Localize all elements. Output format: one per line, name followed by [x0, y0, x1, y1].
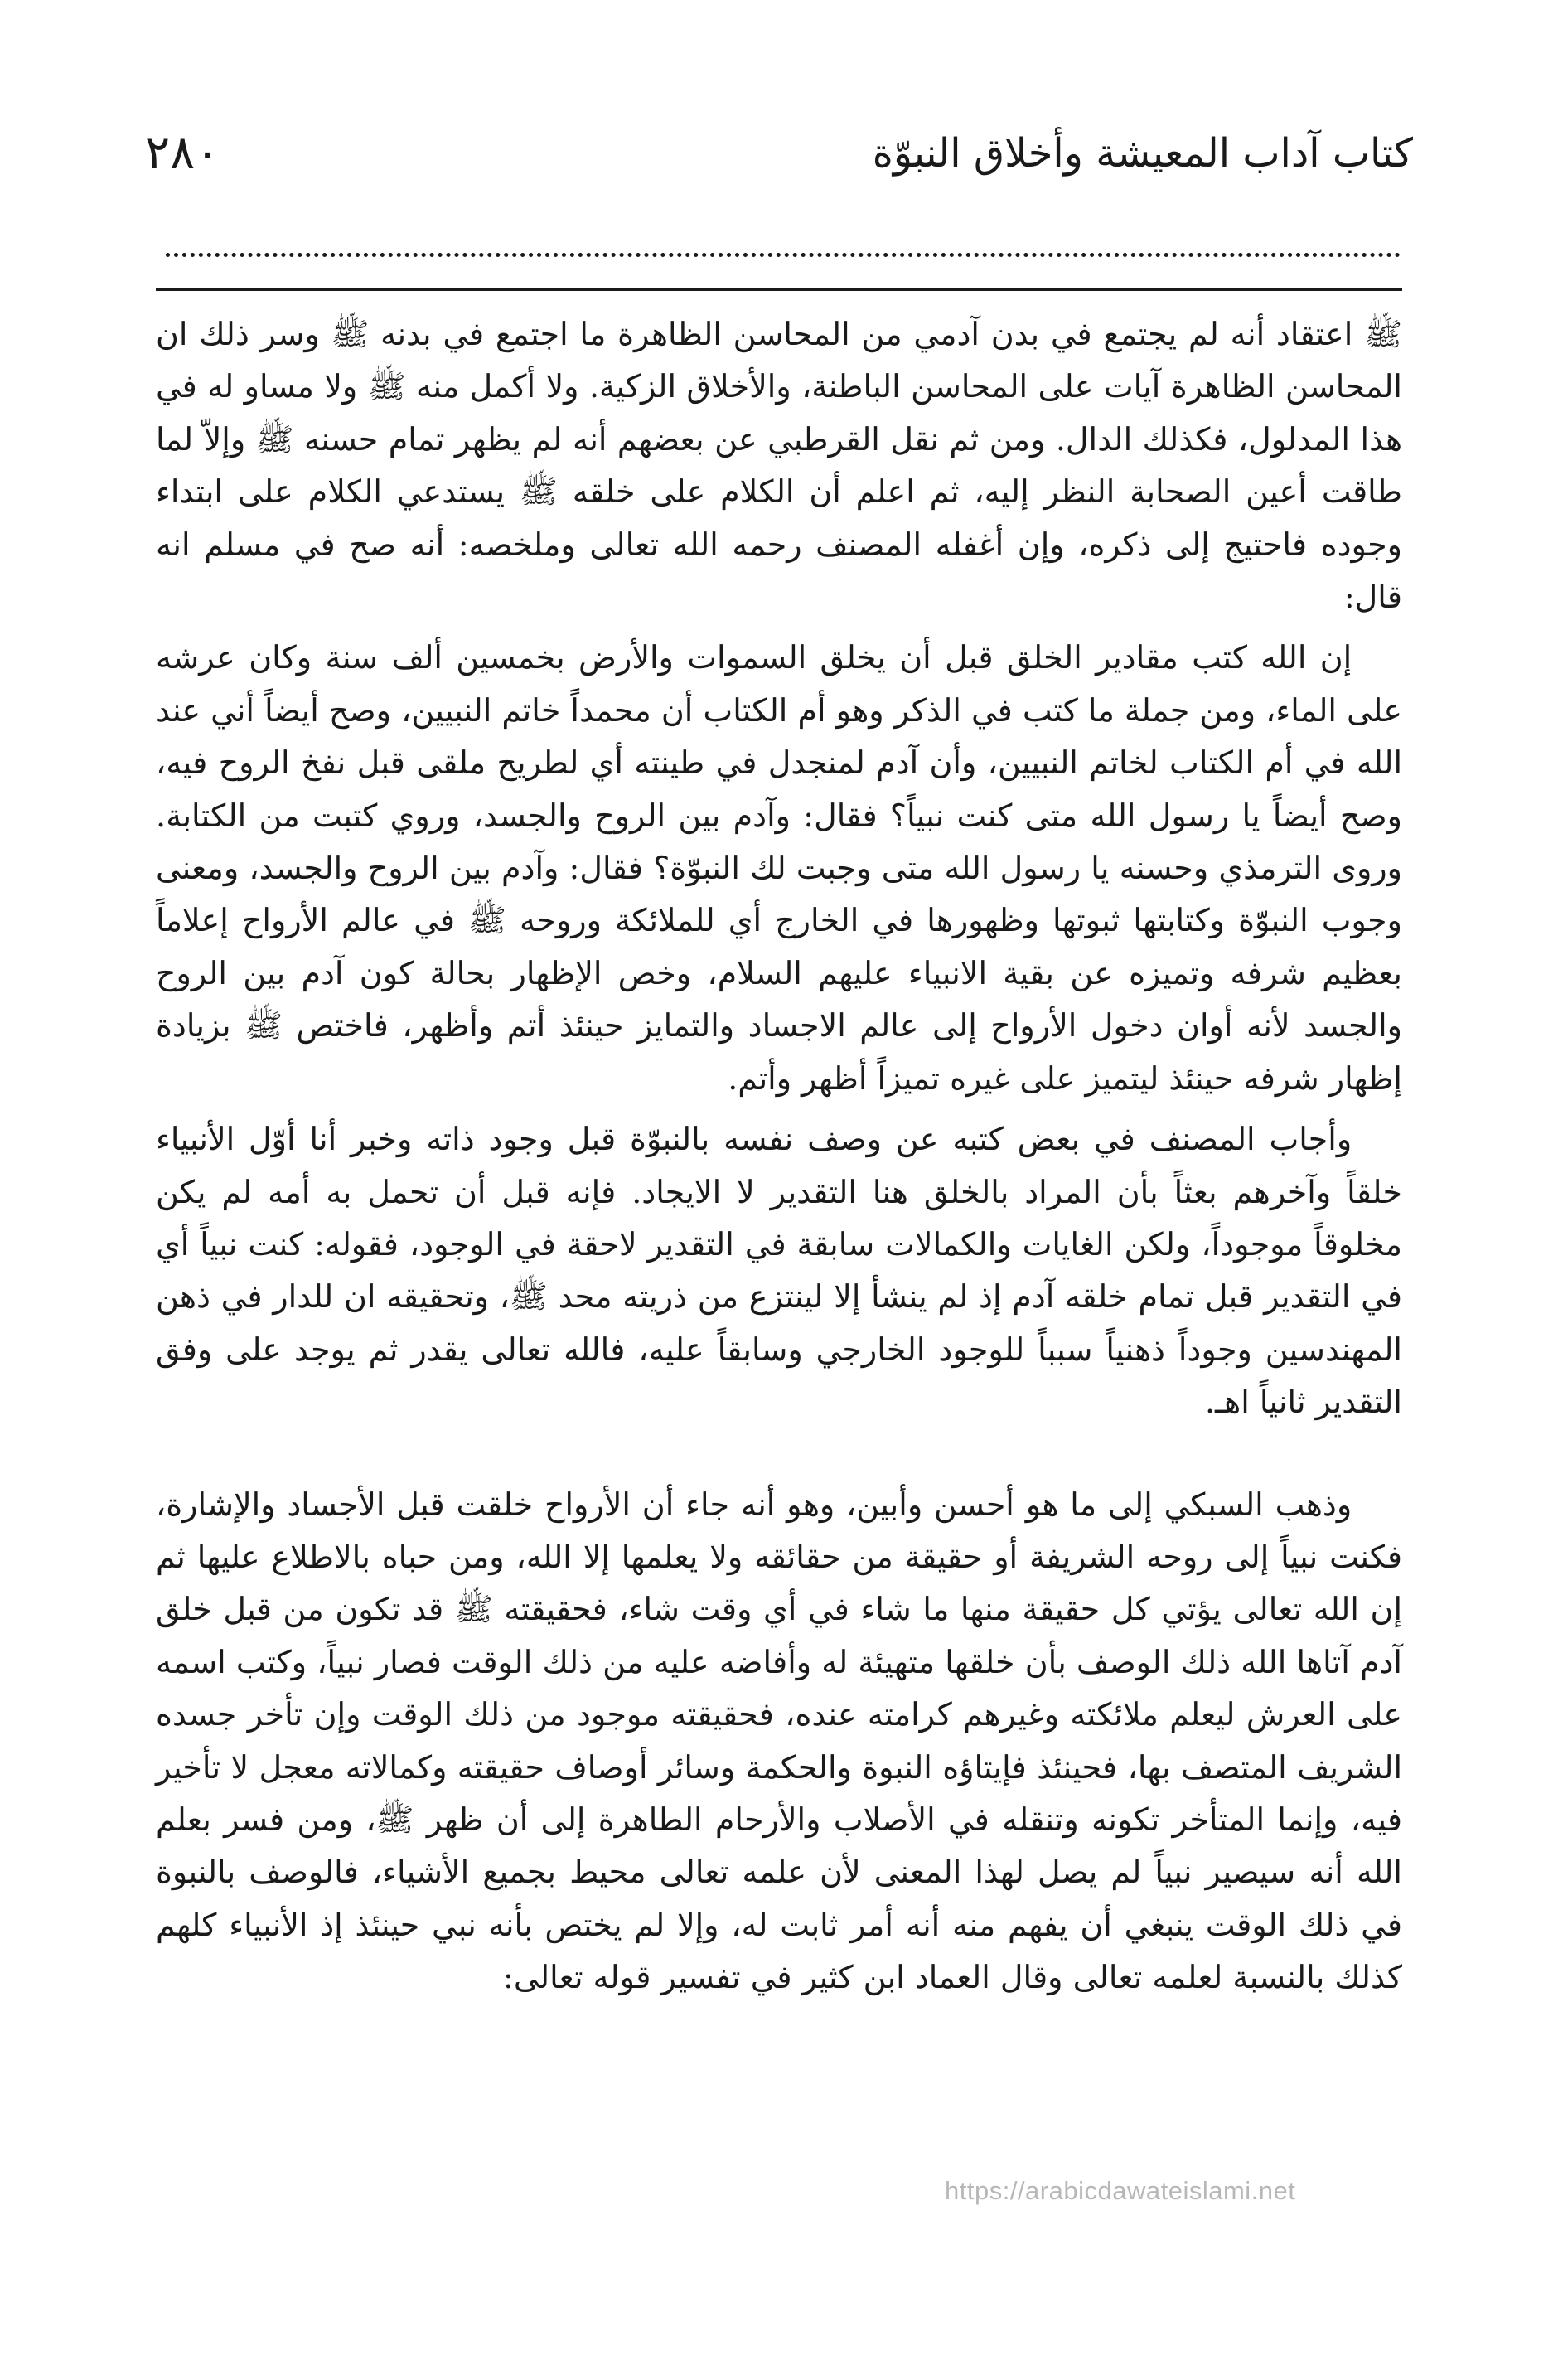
- watermark-url: https://arabicdawateislami.net: [945, 2176, 1296, 2205]
- dotted-separator: [166, 253, 1401, 257]
- running-title: كتاب آداب المعيشة وأخلاق النبوّة: [872, 130, 1413, 177]
- paragraph-3: وأجاب المصنف في بعض كتبه عن وصف نفسه بالنبوّة قبل وجود ذاته وخبر أنا أوّل الأنبياء خلقاً وآخرهم بعثاً بأن المراد بالخلق هنا التقدير لا الايجاد. فإنه قبل أن تحمل به أمه لم يكن مخلوقاً موجوداً، ولكن الغايات والكمالات سابقة في التقدير لاحقة في الوجود، فقوله: كنت نبياً أي في التقدير قبل تمام خلقه آدم إذ لم ينشأ إلا لينتزع من ذريته محد ﷺ، وتحقيقه ان للدار في ذهن المهندسين وجوداً ذهنياً سبباً للوجود الخارجي وسابقاً عليه، فالله تعالى يقدر ثم يوجد على وفق التقدير ثانياً اهـ.: [156, 1121, 1402, 1421]
- page-number: ٢٨٠: [145, 126, 220, 180]
- paragraph-4: وذهب السبكي إلى ما هو أحسن وأبين، وهو أنه جاء أن الأرواح خلقت قبل الأجساد والإشارة، فكنت نبياً إلى روحه الشريفة أو حقيقة من حقائقه ولا يعلمها إلا الله، ومن حباه بالاطلاع عليها ثم إن الله تعالى يؤتي كل حقيقة منها ما شاء في أي وقت شاء، فحقيقته ﷺ قد تكون من قبل خلق آدم آتاها الله ذلك الوصف بأن خلقها متهيئة له وأفاضه عليه من ذلك الوقت فصار نبياً، وكتب اسمه على العرش ليعلم ملائكته وغيرهم كرامته عنده، فحقيقته موجود من ذلك الوقت وإن تأخر جسده الشريف المتصف بها، فحينئذ فإيتاؤه النبوة والحكمة وسائر أوصاف حقيقته وكمالاته معجل لا تأخير فيه، وإنما المتأخر تكونه وتنقله في الأصلاب والأرحام الطاهرة إلى أن ظهر ﷺ، ومن فسر بعلم الله أنه سيصير نبياً لم يصل لهذا المعنى لأن علمه تعالى محيط بجميع الأشياء، فالوصف بالنبوة في ذلك الوقت ينبغي أن يفهم منه أنه أمر ثابت له، وإلا لم يختص بأنه نبي حينئذ إذ الأنبياء كلهم كذلك بالنسبة لعلمه تعالى وقال العماد ابن كثير في تفسير قوله تعالى:: [156, 1486, 1402, 1996]
- header-rule: [156, 288, 1402, 291]
- body-text: [156, 308, 1402, 2004]
- page-header: [145, 124, 1413, 191]
- paragraph-1: ﷺ اعتقاد أنه لم يجتمع في بدن آدمي من المحاسن الظاهرة ما اجتمع في بدنه ﷺ وسر ذلك ان المحاسن الظاهرة آيات على المحاسن الباطنة، والأخلاق الزكية. ولا أكمل منه ﷺ ولا مساو له في هذا المدلول، فكذلك الدال. ومن ثم نقل القرطبي عن بعضهم أنه لم يظهر تمام حسنه ﷺ وإلاّ لما طاقت أعين الصحابة النظر إليه، ثم اعلم أن الكلام على خلقه ﷺ يستدعي الكلام على ابتداء وجوده فاحتيج إلى ذكره، وإن أغفله المصنف رحمه الله تعالى وملخصه: أنه صح في مسلم انه قال:: [156, 316, 1402, 616]
- paragraph-2: إن الله كتب مقادير الخلق قبل أن يخلق السموات والأرض بخمسين ألف سنة وكان عرشه على الماء، ومن جملة ما كتب في الذكر وهو أم الكتاب أن محمداً خاتم النبيين، وصح أيضاً أني عند الله في أم الكتاب لخاتم النبيين، وأن آدم لمنجدل في طينته أي لطريح ملقى قبل نفخ الروح فيه، وصح أيضاً يا رسول الله متى كنت نبياً؟ فقال: وآدم بين الروح والجسد، وروي كتبت من الكتابة. وروى الترمذي وحسنه يا رسول الله متى وجبت لك النبوّة؟ فقال: وآدم بين الروح والجسد، ومعنى وجوب النبوّة وكتابتها ثبوتها وظهورها في الخارج أي للملائكة وروحه ﷺ في عالم الأرواح إعلاماً بعظيم شرفه وتميزه عن بقية الانبياء عليهم السلام، وخص الإظهار بحالة كون آدم بين الروح والجسد لأنه أوان دخول الأرواح إلى عالم الاجساد والتمايز حينئذ أتم وأظهر، فاختص ﷺ بزيادة إظهار شرفه حينئذ ليتميز على غيره تميزاً أظهر وأتم.: [156, 639, 1402, 1097]
